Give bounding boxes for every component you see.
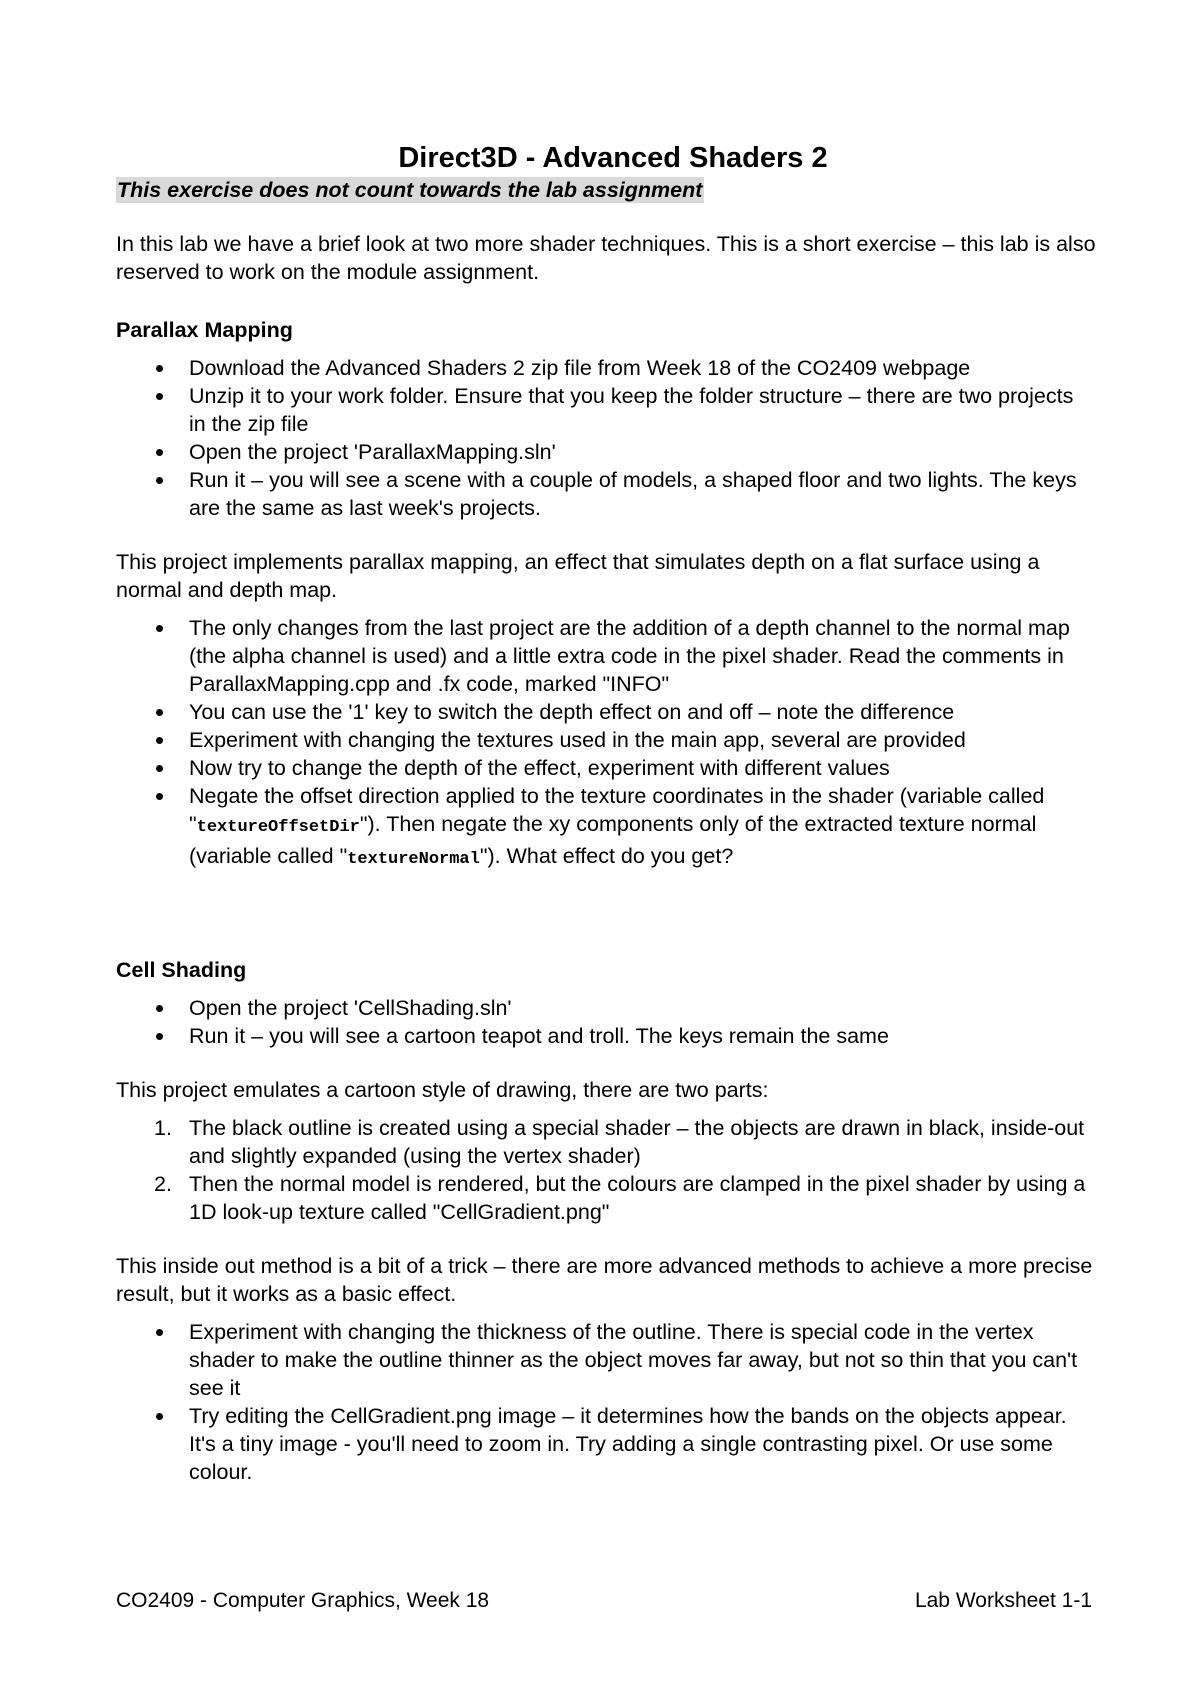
highlighted-note [116, 176, 1096, 204]
cell-heading: Cell Shading [116, 958, 247, 982]
page-title: Direct3D - Advanced Shaders 2 [398, 142, 828, 174]
bullet-icon [156, 793, 163, 800]
bullet-icon [156, 365, 163, 372]
list-number: 1. [154, 1116, 172, 1140]
bullet-icon [156, 625, 163, 632]
footer-page-label: Lab Worksheet 1-1 [914, 1589, 1092, 1612]
document-body [116, 140, 1096, 1486]
list-number: 2. [154, 1172, 172, 1196]
list-item: Experiment with changing the thickness of the outline. There is special code in the vertex shader to make the outline thinner as the object moves far away, but not so thin that you can't see it [116, 1318, 1096, 1402]
bullet-icon [156, 1033, 163, 1040]
bullet-icon [156, 765, 163, 772]
list-item: You can use the '1' key to switch the depth effect on and off – note the difference [116, 698, 1096, 726]
bullet-icon [156, 477, 163, 484]
bullet-icon [156, 1005, 163, 1012]
bullet-icon [156, 1329, 163, 1336]
code-identifier: textureOffsetDir [196, 818, 360, 837]
list-item: Experiment with changing the textures used in the main app, several are provided [116, 726, 1096, 754]
list-item: Run it – you will see a scene with a couple of models, a shaped floor and two lights. The keys are the same as last week's projects. [116, 466, 1096, 522]
list-item: Run it – you will see a cartoon teapot and troll. The keys remain the same [116, 1022, 1096, 1050]
note-text: This exercise does not count towards the lab assignment [117, 178, 703, 202]
list-item: Now try to change the depth of the effect, experiment with different values [116, 754, 1096, 782]
list-item: Open the project 'CellShading.sln' [116, 994, 1096, 1022]
bullet-icon [156, 1413, 163, 1420]
cell-setup-list [116, 994, 1096, 1050]
list-item: 1. The black outline is created using a special shader – the objects are drawn in black, inside-out and slightly expanded (using the vertex shader) [154, 1116, 1085, 1168]
list-item: The only changes from the last project are the addition of a depth channel to the normal map (the alpha channel is used) and a little extra code in the pixel shader. Read the comments in ParallaxMapping.cpp and .fx code, marked "INFO" [116, 614, 1096, 698]
bullet-icon [156, 449, 163, 456]
list-item: Unzip it to your work folder. Ensure that you keep the folder structure – there are two projects in the zip file [116, 382, 1096, 438]
bullet-icon [156, 737, 163, 744]
page-footer [116, 1587, 1092, 1615]
bullet-icon [156, 709, 163, 716]
parallax-description: This project implements parallax mapping, an effect that simulates depth on a flat surface using a normal and depth map. [116, 550, 1040, 602]
parallax-setup-list [116, 354, 1096, 522]
list-item: Try editing the CellGradient.png image – it determines how the bands on the objects appear. It's a tiny image - you'll need to zoom in. Try adding a single contrasting pixel. Or use some colour. [116, 1402, 1096, 1486]
parallax-task-list [116, 614, 1096, 874]
list-item: 2. Then the normal model is rendered, but the colours are clamped in the pixel shader by using a 1D look-up texture called "CellGradient.png" [154, 1172, 1086, 1224]
bullet-icon [156, 393, 163, 400]
list-item: Negate the offset direction applied to the texture coordinates in the shader (variable called "textureOffsetDir"). Then negate the xy components only of the extracted texture normal (variable called "textureNormal"). What effect do you get? [116, 782, 1096, 874]
parallax-heading: Parallax Mapping [116, 318, 293, 342]
method-note: This inside out method is a bit of a trick – there are more advanced methods to achieve a more precise result, but it works as a basic effect. [116, 1254, 1093, 1306]
list-item: Download the Advanced Shaders 2 zip file from Week 18 of the CO2409 webpage [116, 354, 1096, 382]
cell-description: This project emulates a cartoon style of drawing, there are two parts: [116, 1078, 769, 1102]
list-item: Open the project 'ParallaxMapping.sln' [116, 438, 1096, 466]
intro-paragraph: In this lab we have a brief look at two more shader techniques. This is a short exercise – this lab is also reserved to work on the module assignment. [116, 232, 1096, 284]
code-identifier: textureNormal [347, 850, 480, 869]
footer-course: CO2409 - Computer Graphics, Week 18 [116, 1589, 490, 1612]
cell-task-list [116, 1318, 1096, 1486]
cell-parts-list [116, 1114, 1096, 1226]
